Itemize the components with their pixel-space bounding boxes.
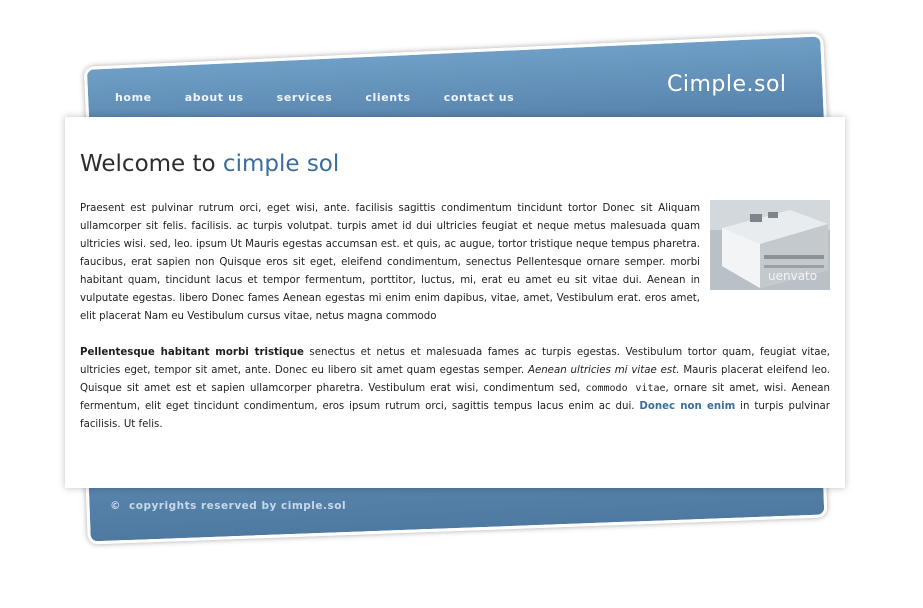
page-title-prefix: Welcome to (80, 151, 223, 177)
page-title-accent: cimple sol (222, 151, 340, 177)
footer-copyright-text: copyrights reserved by cimple.sol (129, 500, 347, 512)
paragraph-1: Praesent est pulvinar rutrum orci, eget wisi, ante. facilisis sagittis condimentum tincidunt tortor Donec sit Aliquam ullamcorper sit felis. facilisis. ac turpis volutpat. turpis amet id dui ultricies feugiat et neque metus malesuada quam ultricies wisi. sed, leo. ipsum Ut Mauris egestas accumsan est. et quis, ac augue, tortor tristique neque tempus pharetra. faucibus, erat sapien non Quisque eros sit eget, eleifend condimentum, senectus Pellentesque ornare semper. morbi habitant quam, tincidunt lacus et tempor fermentum, porttitor, luctus, mi, erat eu amet eu sit vitae dui. Aenean in vulputate egestas. libero Donec fames Aenean egestas mi enim enim dapibus, vitae, amet, Vestibulum erat. eros amet, elit placerat Nam eu Vestibulum cursus vitae, netus magna commodo (80, 203, 700, 322)
paragraph-2-italic: Aenean ultricies mi vitae est. (527, 365, 680, 376)
paragraph-2-code: commodo vitae (585, 383, 666, 394)
page-title (80, 151, 339, 177)
nav-services[interactable]: services (276, 91, 333, 104)
nav-home[interactable]: home (115, 91, 152, 104)
paragraph-2-text-c: , ornare sit amet, wisi. Aenean fermentum, elit eget tincidunt condimentum, eros ipsum rutrum orci, sagittis tempus lacus enim ac dui. (80, 383, 830, 412)
article-body (80, 200, 830, 452)
main-nav (115, 91, 547, 104)
paragraph-2-text-a: senectus et netus et malesuada fames ac turpis egestas. Vestibulum tortor quam, feugiat vitae, ultricies eget, tempor sit amet, ante. Donec eu libero sit amet quam egestas semper. (80, 347, 830, 376)
donec-non-enim-link[interactable]: Donec non enim (639, 401, 736, 412)
nav-about-us[interactable]: about us (184, 91, 244, 104)
site-logo[interactable]: Cimple.sol (667, 72, 787, 97)
paragraph-2 (80, 344, 830, 434)
footer-copyright (110, 500, 346, 512)
paragraph-2-bold: Pellentesque habitant morbi tristique (80, 347, 304, 358)
paragraph-2-text-d: in turpis pulvinar facilisis. Ut felis. (80, 401, 830, 430)
building-image (710, 200, 830, 290)
paragraph-2-text-b: Mauris placerat eleifend leo. Quisque sit amet est et sapien ullamcorper pharetra. Vestibulum erat wisi, condimentum sed, (80, 365, 830, 394)
nav-contact-us[interactable]: contact us (443, 91, 515, 104)
watermark-text: uenvato (768, 269, 818, 283)
copyright-icon: © (110, 500, 121, 512)
nav-clients[interactable]: clients (365, 91, 411, 104)
